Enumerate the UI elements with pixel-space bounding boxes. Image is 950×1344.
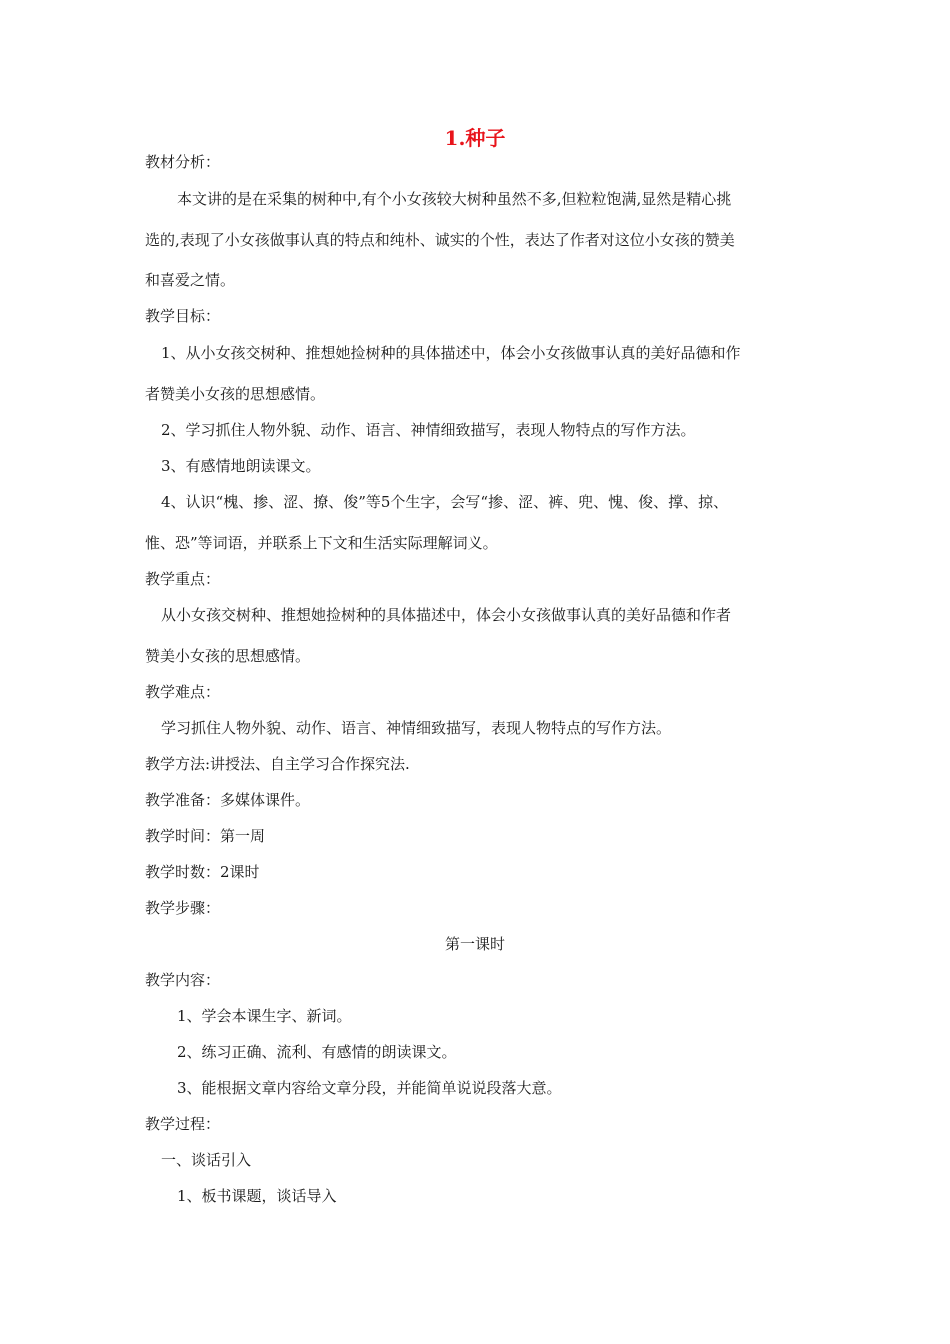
- goal-item: 4、认识“槐、掺、涩、撩、俊”等5个生字，会写“掺、涩、裤、兜、愧、俊、撑、掠、: [161, 493, 729, 511]
- goals-heading: 教学目标：: [145, 307, 221, 325]
- teaching-hours: 教学时数：2课时: [145, 863, 260, 881]
- steps-heading: 教学步骤：: [145, 899, 221, 917]
- content-item: 1、学会本课生字、新词。: [177, 1007, 352, 1025]
- content-item: 3、能根据文章内容给文章分段，并能简单说说段落大意。: [177, 1079, 562, 1097]
- key-points-line: 从小女孩交树种、推想她捡树种的具体描述中，体会小女孩做事认真的美好品德和作者: [161, 606, 732, 624]
- analysis-heading: 教材分析：: [145, 153, 221, 171]
- teaching-method: 教学方法:讲授法、自主学习合作探究法.: [145, 755, 410, 773]
- goal-item: 1、从小女孩交树种、推想她捡树种的具体描述中，体会小女孩做事认真的美好品德和作: [161, 344, 741, 362]
- content-item: 2、练习正确、流利、有感情的朗读课文。: [177, 1043, 457, 1061]
- difficulties-heading: 教学难点：: [145, 683, 221, 701]
- key-points-heading: 教学重点：: [145, 570, 221, 588]
- key-points-line: 赞美小女孩的思想感情。: [145, 647, 311, 665]
- analysis-line: 和喜爱之情。: [145, 271, 236, 289]
- process-item: 一、谈话引入: [161, 1151, 252, 1169]
- goal-item: 惟、恐”等词语，并联系上下文和生活实际理解词义。: [145, 534, 498, 552]
- analysis-line: 选的,表现了小女孩做事认真的特点和纯朴、诚实的个性，表达了作者对这位小女孩的赞美: [145, 231, 735, 249]
- content-heading: 教学内容：: [145, 971, 221, 989]
- difficulties-line: 学习抓住人物外貌、动作、语言、神情细致描写，表现人物特点的写作方法。: [161, 719, 672, 737]
- process-item: 1、板书课题，谈话导入: [177, 1187, 337, 1205]
- teaching-time: 教学时间：第一周: [145, 827, 266, 845]
- document-title: 1.种子: [444, 126, 506, 150]
- analysis-line: 本文讲的是在采集的树种中,有个小女孩较大树种虽然不多,但粒粒饱满,显然是精心挑: [177, 190, 732, 208]
- teaching-preparation: 教学准备：多媒体课件。: [145, 791, 311, 809]
- lesson-heading: 第一课时: [444, 935, 505, 953]
- goal-item: 者赞美小女孩的思想感情。: [145, 385, 326, 403]
- process-heading: 教学过程：: [145, 1115, 221, 1133]
- goal-item: 3、有感情地朗读课文。: [161, 457, 321, 475]
- goal-item: 2、学习抓住人物外貌、动作、语言、神情细致描写，表现人物特点的写作方法。: [161, 421, 696, 439]
